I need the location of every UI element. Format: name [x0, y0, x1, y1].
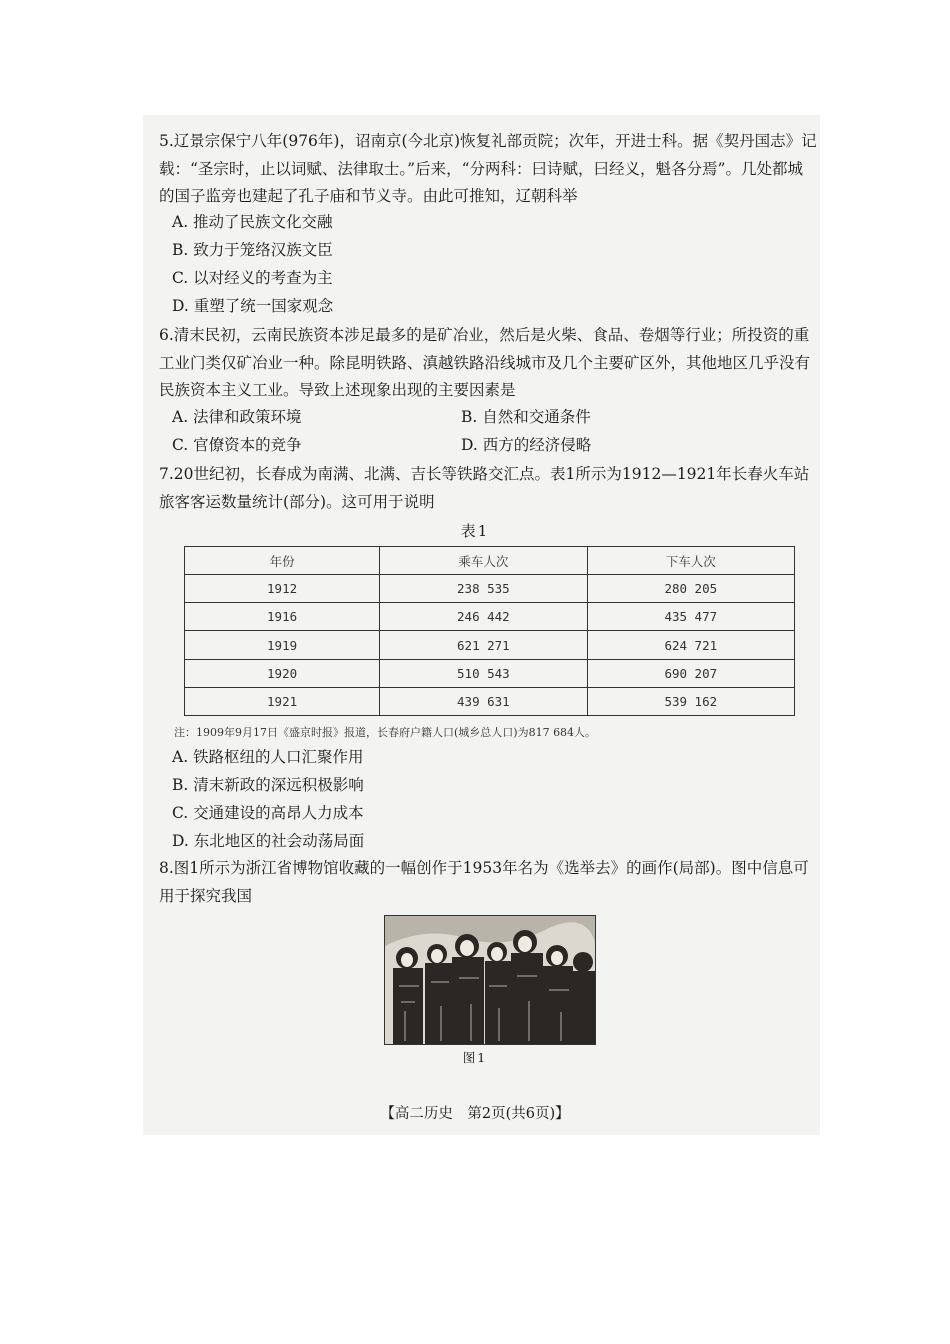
- q5-option-b: B. 致力于笼络汉族文臣: [172, 241, 333, 259]
- cell-boarding: 439 631: [380, 687, 587, 715]
- cell-alighting: 280 205: [587, 575, 794, 603]
- q6-option-c: C. 官僚资本的竞争: [172, 436, 302, 454]
- crowd-image: [385, 916, 595, 1044]
- q7-option-b: B. 清末新政的深远积极影响: [172, 776, 364, 794]
- cell-year: 1912: [185, 575, 380, 603]
- cell-alighting: 624 721: [587, 631, 794, 659]
- q6-option-d: D. 西方的经济侵略: [461, 436, 592, 454]
- cell-alighting: 690 207: [587, 659, 794, 687]
- cell-boarding: 621 271: [380, 631, 587, 659]
- passenger-table: [184, 546, 795, 716]
- cell-year: 1916: [185, 603, 380, 631]
- q7-option-c: C. 交通建设的高昂人力成本: [172, 804, 364, 822]
- question-6-stem: 6.清末民初，云南民族资本涉足最多的是矿冶业，然后是火柴、食品、卷烟等行业；所投资的重工业门类仅矿冶业一种。除昆明铁路、滇越铁路沿线城市及几个主要矿区外，其他地区几乎没有民族资本主义工业。导致上述现象出现的主要因素是: [159, 326, 811, 399]
- figure-caption: 图1: [462, 1050, 488, 1065]
- table-row: [185, 687, 795, 715]
- cell-boarding: 246 442: [380, 603, 587, 631]
- question-5-stem: 5.辽景宗保宁八年(976年)，诏南京(今北京)恢复礼部贡院；次年，开进士科。据《契丹国志》记载：“圣宗时，止以词赋、法律取士。”后来，“分两科：曰诗赋，曰经义，魁各分焉”。几处都城的国子监旁也建起了孔子庙和节义寺。由此可推知，辽朝科举: [159, 132, 817, 205]
- cell-alighting: 435 477: [587, 603, 794, 631]
- cell-alighting: 539 162: [587, 687, 794, 715]
- cell-boarding: 238 535: [380, 575, 587, 603]
- woodcut-illustration: [384, 915, 596, 1045]
- table-row: [185, 631, 795, 659]
- table-caption: 表1: [460, 522, 490, 540]
- cell-year: 1919: [185, 631, 380, 659]
- q6-option-a: A. 法律和政策环境: [172, 408, 302, 426]
- q5-option-c: C. 以对经义的考查为主: [172, 269, 333, 287]
- q7-option-a: A. 铁路枢纽的人口汇聚作用: [172, 748, 364, 766]
- table-header-row: [185, 547, 795, 575]
- cell-year: 1920: [185, 659, 380, 687]
- table-note: 注：1909年9月17日《盛京时报》报道，长春府户籍人口(城乡总人口)为817 684人。: [174, 726, 597, 739]
- question-7-stem: 7.20世纪初，长春成为南满、北满、吉长等铁路交汇点。表1所示为1912—1921年长春火车站旅客客运数量统计(部分)。这可用于说明: [159, 465, 810, 511]
- q6-option-b: B. 自然和交通条件: [461, 408, 591, 426]
- page-footer: 【高二历史 第2页(共6页)】: [380, 1106, 570, 1122]
- cell-boarding: 510 543: [380, 659, 587, 687]
- header-boarding: 乘车人次: [380, 547, 587, 575]
- q5-option-a: A. 推动了民族文化交融: [172, 213, 333, 231]
- q7-option-d: D. 东北地区的社会动荡局面: [172, 832, 365, 850]
- table-row: [185, 575, 795, 603]
- header-year: 年份: [185, 547, 380, 575]
- header-alighting: 下车人次: [587, 547, 794, 575]
- table-row: [185, 603, 795, 631]
- question-8-stem: 8.图1所示为浙江省博物馆收藏的一幅创作于1953年名为《选举去》的画作(局部)。图中信息可用于探究我国: [159, 859, 809, 905]
- q5-option-d: D. 重塑了统一国家观念: [172, 297, 334, 315]
- cell-year: 1921: [185, 687, 380, 715]
- table-row: [185, 659, 795, 687]
